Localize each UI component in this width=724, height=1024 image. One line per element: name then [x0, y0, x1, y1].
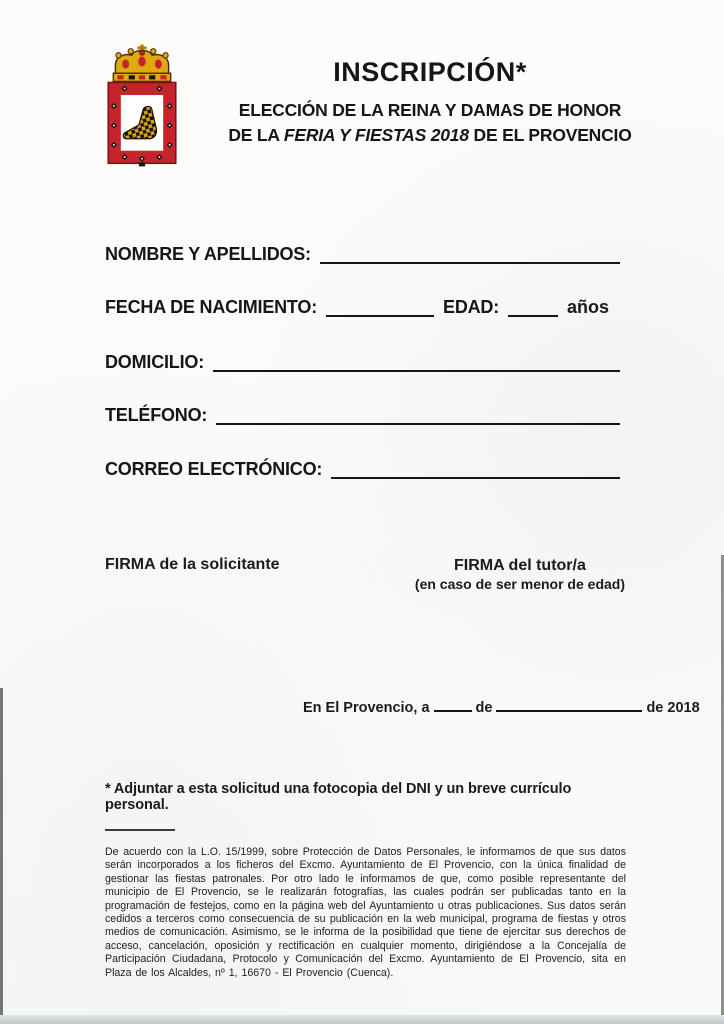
- field-row-correo: [105, 455, 620, 483]
- subtitle-line-1: ELECCIÓN DE LA REINA Y DAMAS DE HONOR: [238, 99, 622, 120]
- nombre-apellidos-blank-line: [320, 262, 620, 264]
- scan-artifact-bottom-band: [0, 1015, 724, 1024]
- telefono-blank-line: [216, 423, 620, 425]
- edad-blank-line: [508, 315, 558, 317]
- page-title: INSCRIPCIÓN*: [333, 57, 527, 87]
- edad-label: EDAD:: [443, 297, 500, 317]
- date-line-year: de 2018: [646, 700, 700, 716]
- fecha-nacimiento-label: FECHA DE NACIMIENTO:: [105, 297, 318, 317]
- subtitle-line-2-prefix: DE LA: [228, 124, 284, 145]
- signatures-section: [105, 556, 625, 593]
- date-line-de: de: [475, 700, 493, 716]
- telefono-label: TELÉFONO:: [105, 405, 208, 425]
- edad-suffix-label: años: [567, 297, 610, 317]
- correo-electronico-blank-line: [331, 477, 620, 479]
- firma-tutor-note: (en caso de ser menor de edad): [414, 576, 625, 592]
- nombre-apellidos-label: NOMBRE Y APELLIDOS:: [105, 244, 311, 264]
- subtitle-line-2: [196, 123, 664, 148]
- form-header: [196, 58, 664, 148]
- domicilio-label: DOMICILIO:: [105, 352, 204, 372]
- date-month-blank-line: [496, 698, 642, 712]
- date-line-prefix: En El Provencio, a: [303, 700, 430, 716]
- data-protection-legal-text: De acuerdo con la L.O. 15/1999, sobre Protección de Datos Personales, le informamos de que sus datos serán incorporados a los ficheros del Excmo. Ayuntamiento de El Provencio, con la única finalidad de gestionar las fiestas patronales. Por otro lado le informamos de que, como posible representante del municipio de El Provencio, se le realizarán fotografías, las cuales podrán ser publicadas tanto en la programación de festejos, como en la página web del Ayuntamiento u otras publicaciones. Sus datos serán cedidos a terceros como consecuencia de su publicación en la web municipal, programa de fiestas y otros medios de comunicación. Asimismo, se le informa de la posibilidad que tiene de ejercitar sus derechos de acceso, cancelación, oposición y rectificación en cualquier momento, dirigiéndose a la Concejalía de Participación Ciudadana, Protocolo y Comunicación del Excmo. Ayuntamiento de El Provencio, sita en Plaza de los Alcaldes, nº 1, 16670 - El Provencio (Cuenca).: [105, 846, 626, 979]
- field-row-telefono: [105, 401, 620, 429]
- date-day-blank-line: [434, 698, 472, 712]
- el-provencio-coat-of-arms-icon: [98, 44, 186, 168]
- firma-solicitante-label: FIRMA de la solicitante: [105, 556, 280, 573]
- domicilio-blank-line: [213, 370, 620, 372]
- date-line: [303, 698, 700, 716]
- firma-tutor-label: FIRMA del tutor/a: [454, 557, 586, 574]
- field-row-fecha-edad: [105, 293, 620, 321]
- field-row-domicilio: [105, 348, 620, 376]
- footnote-attachments: * Adjuntar a esta solicitud una fotocopia del DNI y un breve currículo personal.: [105, 781, 572, 813]
- firma-tutor-block: [415, 556, 625, 593]
- subtitle-line-2-suffix: DE EL PROVENCIO: [468, 124, 632, 145]
- footnote-divider: [105, 829, 175, 831]
- correo-electronico-label: CORREO ELECTRÓNICO:: [105, 459, 323, 479]
- subtitle-line-2-italic: FERIA Y FIESTAS 2018: [283, 124, 469, 145]
- scan-artifact-left-edge: [0, 688, 3, 1015]
- field-row-nombre: [105, 240, 620, 268]
- fecha-nacimiento-blank-line: [326, 315, 434, 317]
